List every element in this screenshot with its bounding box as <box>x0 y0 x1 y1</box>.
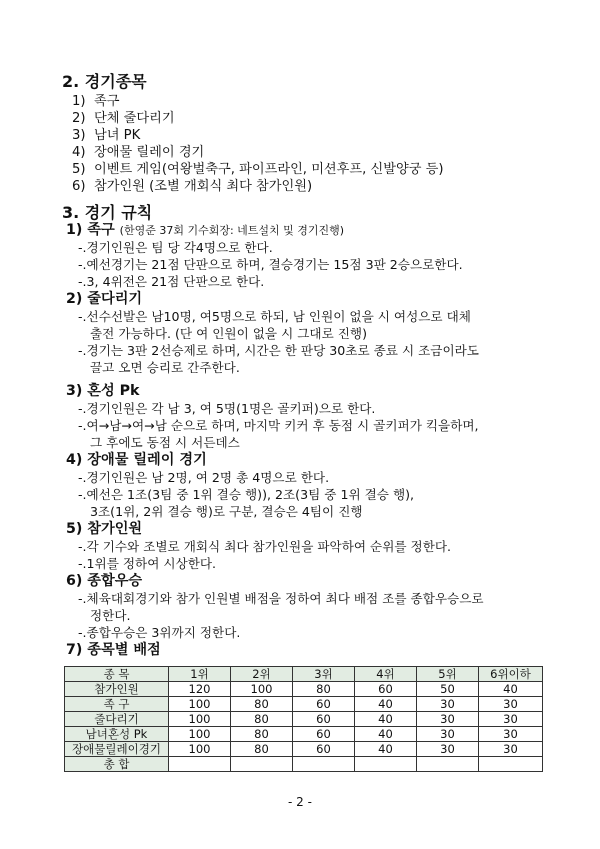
table-cell <box>417 757 479 772</box>
row-label: 줄다리기 <box>65 712 169 727</box>
table-cell: 60 <box>293 727 355 742</box>
table-cell: 30 <box>479 712 543 727</box>
table-row <box>65 742 543 757</box>
rule-scores-title: 7) 종목별 배점 <box>66 642 161 658</box>
rule-line: -.경기인원은 남 2명, 여 2명 총 4명으로 한다. <box>78 470 330 485</box>
table-cell: 80 <box>231 712 293 727</box>
rule-line: -.경기는 3판 2선승제로 하며, 시간은 한 판당 30초로 종료 시 조금이라도 <box>78 343 479 358</box>
table-row <box>65 727 543 742</box>
rule-line: -.종합우승은 3위까지 정한다. <box>78 625 241 640</box>
score-table <box>64 666 543 772</box>
table-row <box>65 682 543 697</box>
rule-jokgu-title: 1) 족구 (한영준 37회 기수회장: 네트설치 및 경기진행) <box>66 222 345 238</box>
list-item: 4) 장애물 릴레이 경기 <box>72 145 205 160</box>
table-header: 5위 <box>417 667 479 682</box>
table-cell: 50 <box>417 682 479 697</box>
row-label: 장애물릴레이경기 <box>65 742 169 757</box>
rule-line: 출전 가능하다. (단 여 인원이 없을 시 그대로 진행) <box>90 326 368 341</box>
table-cell: 100 <box>169 712 231 727</box>
rule-line: -.체육대회경기와 참가 인원별 배점을 정하여 최다 배점 조를 종합우승으로 <box>78 591 484 606</box>
row-label: 총 합 <box>65 757 169 772</box>
row-label: 족 구 <box>65 697 169 712</box>
rule-pk-title: 3) 혼성 Pk <box>66 383 140 399</box>
table-cell: 30 <box>417 697 479 712</box>
table-row <box>65 712 543 727</box>
rule-overall-title: 6) 종합우승 <box>66 573 143 589</box>
table-cell: 100 <box>169 742 231 757</box>
table-cell <box>479 757 543 772</box>
section-2-title: 2. 경기종목 <box>62 72 147 91</box>
table-row <box>65 757 543 772</box>
table-cell: 40 <box>355 697 417 712</box>
rule-line: -.3, 4위전은 21점 단판으로 한다. <box>78 274 265 289</box>
table-cell: 120 <box>169 682 231 697</box>
list-item: 3) 남녀 PK <box>72 128 141 143</box>
table-cell <box>293 757 355 772</box>
table-header: 1위 <box>169 667 231 682</box>
table-cell: 80 <box>231 742 293 757</box>
list-item: 1) 족구 <box>72 94 120 109</box>
rule-participants <box>66 521 586 572</box>
table-cell: 100 <box>169 727 231 742</box>
rule-participants-title: 5) 참가인원 <box>66 521 143 537</box>
page-number: - 2 - <box>288 795 312 809</box>
list-item: 5) 이벤트 게임(여왕벌축구, 파이프라인, 미션후프, 신발양궁 등) <box>72 162 444 177</box>
rule-scores <box>66 642 586 659</box>
table-cell: 80 <box>293 682 355 697</box>
table-cell: 30 <box>479 742 543 757</box>
rule-tug-title: 2) 줄다리기 <box>66 291 143 307</box>
rule-line: 3조(1위, 2위 결승 행)로 구분, 결승은 4팀이 진행 <box>90 504 363 519</box>
rule-line: 끌고 오면 승리로 간주한다. <box>90 360 240 375</box>
table-cell <box>169 757 231 772</box>
table-cell: 100 <box>231 682 293 697</box>
rule-jokgu <box>66 222 586 290</box>
table-header: 6위이하 <box>479 667 543 682</box>
table-row <box>65 697 543 712</box>
event-list <box>72 93 444 195</box>
table-cell: 60 <box>293 697 355 712</box>
table-header: 종 목 <box>65 667 169 682</box>
table-header: 4위 <box>355 667 417 682</box>
table-cell: 40 <box>479 682 543 697</box>
list-item: 6) 참가인원 (조별 개회식 최다 참가인원) <box>72 179 313 194</box>
table-header-row <box>65 667 543 682</box>
table-cell: 30 <box>417 742 479 757</box>
rule-line: -.각 기수와 조별로 개회식 최다 참가인원을 파악하여 순위를 정한다. <box>78 539 452 554</box>
table-cell: 60 <box>355 682 417 697</box>
rule-line: -.경기인원은 각 남 3, 여 5명(1명은 골키퍼)으로 한다. <box>78 401 376 416</box>
table-cell: 40 <box>355 742 417 757</box>
rule-obstacle-relay <box>66 452 586 520</box>
table-cell <box>231 757 293 772</box>
rule-overall <box>66 573 586 641</box>
table-cell: 30 <box>417 727 479 742</box>
table-cell: 80 <box>231 727 293 742</box>
table-cell <box>355 757 417 772</box>
table-cell: 40 <box>355 727 417 742</box>
row-label: 참가인원 <box>65 682 169 697</box>
table-cell: 80 <box>231 697 293 712</box>
table-cell: 100 <box>169 697 231 712</box>
rule-line: -.경기인원은 팀 당 각4명으로 한다. <box>78 240 273 255</box>
table-cell: 30 <box>479 727 543 742</box>
section-3-title: 3. 경기 규칙 <box>62 203 153 222</box>
rule-line: -.선수선발은 남10명, 여5명으로 하되, 남 인원이 없을 시 여성으로 대체 <box>78 309 471 324</box>
table-cell: 60 <box>293 712 355 727</box>
table-header: 3위 <box>293 667 355 682</box>
rule-mixed-pk <box>66 383 586 451</box>
rule-line: -.예선은 1조(3팀 중 1위 결승 행)), 2조(3팀 중 1위 결승 행), <box>78 487 415 502</box>
row-label: 남녀혼성 Pk <box>65 727 169 742</box>
table-header: 2위 <box>231 667 293 682</box>
list-item: 2) 단체 줄다리기 <box>72 111 175 126</box>
rule-tug-of-war <box>66 291 586 376</box>
rule-relay-title: 4) 장애물 릴레이 경기 <box>66 452 207 468</box>
rule-line: -.예선경기는 21점 단판으로 하며, 결승경기는 15점 3판 2승으로한다. <box>78 257 463 272</box>
rule-line: -.1위를 정하여 시상한다. <box>78 556 217 571</box>
rule-line: -.여→남→여→남 순으로 하며, 마지막 키커 후 동점 시 골키퍼가 킥을하며, <box>78 418 479 433</box>
rule-line: 정한다. <box>90 608 131 623</box>
table-cell: 30 <box>417 712 479 727</box>
rule-line: 그 후에도 동점 시 서든데스 <box>90 435 240 450</box>
rule-jokgu-note: (한영준 37회 기수회장: 네트설치 및 경기진행) <box>119 224 345 237</box>
table-cell: 40 <box>355 712 417 727</box>
table-cell: 60 <box>293 742 355 757</box>
table-cell: 30 <box>479 697 543 712</box>
